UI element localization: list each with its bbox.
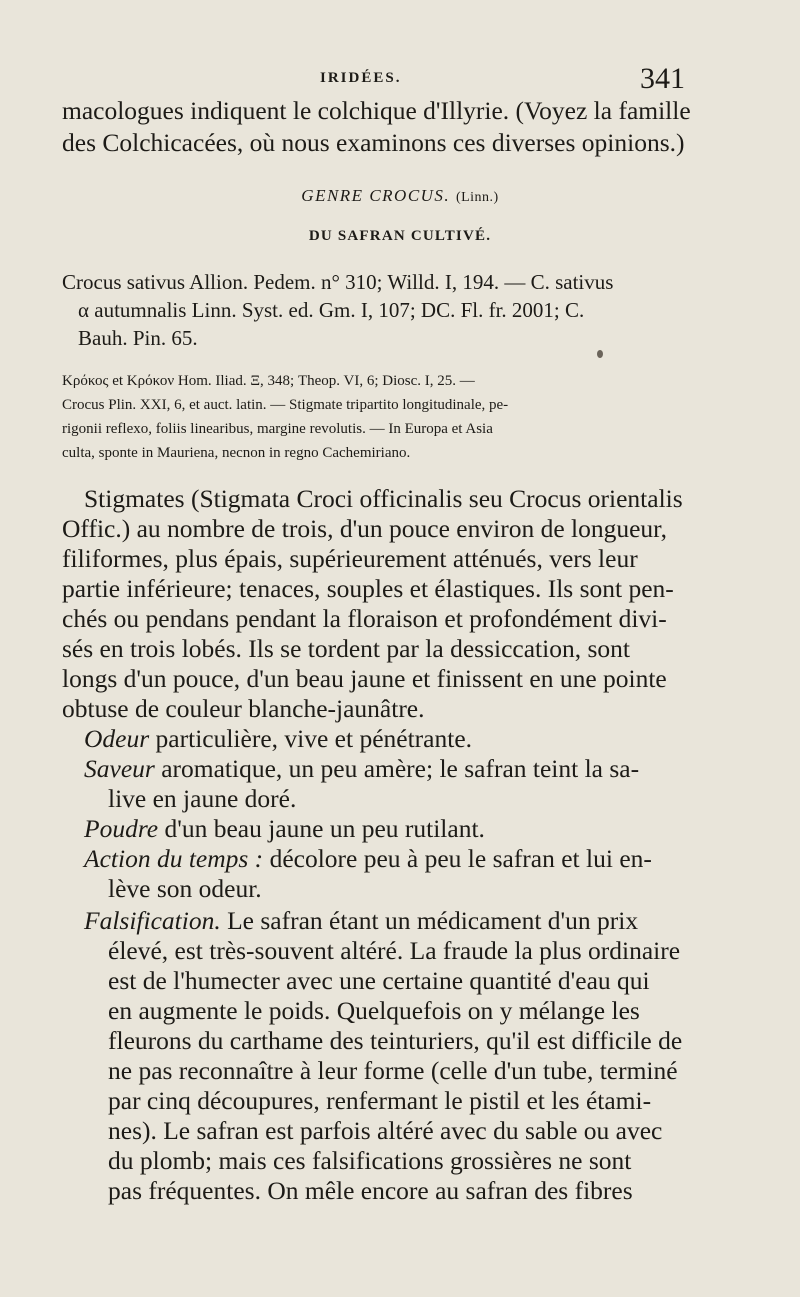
classical-line-1: Κρόκος et Κρόκον Hom. Iliad. Ξ, 348; Theop. VI, 6; Diosc. I, 25. — bbox=[62, 373, 475, 389]
saveur-line-2: live en jaune doré. bbox=[108, 784, 297, 813]
genus-authority: (Linn.) bbox=[455, 190, 499, 205]
description-line-7: longs d'un pouce, d'un beau jaune et finissent en une pointe bbox=[62, 664, 667, 693]
description-line-4: partie inférieure; tenaces, souples et élastiques. Ils sont pen- bbox=[62, 574, 674, 603]
falsification-line: du plomb; mais ces falsifications grossières ne sont bbox=[108, 1146, 632, 1175]
description-line-3: filiformes, plus épais, supérieurement atténués, vers leur bbox=[62, 544, 638, 573]
falsification-line: ne pas reconnaître à leur forme (celle d'un tube, terminé bbox=[108, 1056, 678, 1085]
classical-line-4: culta, sponte in Mauriena, necnon in regno Cachemiriano. bbox=[62, 445, 411, 461]
odeur-text: particulière, vive et pénétrante. bbox=[149, 724, 473, 753]
species-title: DU SAFRAN CULTIVÉ. bbox=[308, 228, 492, 244]
falsification-label: Falsification. bbox=[84, 906, 221, 935]
falsification-text: Le safran étant un médicament d'un prix bbox=[220, 906, 639, 935]
description-line-1: Stigmates (Stigmata Croci officinalis seu Crocus orientalis bbox=[84, 484, 683, 513]
page-header bbox=[0, 62, 800, 96]
poudre-label: Poudre bbox=[84, 814, 159, 843]
poudre-text: d'un beau jaune un peu rutilant. bbox=[158, 814, 485, 843]
description-line-5: chés ou pendans pendant la floraison et profondément divi- bbox=[62, 604, 667, 633]
odeur-label: Odeur bbox=[84, 724, 150, 753]
action-line-2: lève son odeur. bbox=[108, 874, 262, 903]
falsification-line: fleurons du carthame des teinturiers, qu'il est difficile de bbox=[108, 1026, 683, 1055]
genus-heading bbox=[0, 186, 800, 206]
falsification-entry bbox=[84, 906, 638, 936]
synonymy-line-2: α autumnalis Linn. Syst. ed. Gm. I, 107; DC. Fl. fr. 2001; C. bbox=[78, 298, 585, 322]
description-line-6: sés en trois lobés. Ils se tordent par la dessiccation, sont bbox=[62, 634, 630, 663]
saveur-entry bbox=[84, 754, 639, 784]
saveur-text: aromatique, un peu amère; le safran teint la sa- bbox=[154, 754, 640, 783]
genus-name: GENRE CROCUS. bbox=[301, 186, 451, 205]
action-label: Action du temps : bbox=[84, 844, 264, 873]
intro-line-1: macologues indiquent le colchique d'Illyrie. (Voyez la famille bbox=[62, 96, 691, 125]
falsification-line: nes). Le safran est parfois altéré avec du sable ou avec bbox=[108, 1116, 663, 1145]
action-entry bbox=[84, 844, 652, 874]
falsification-line: par cinq découpures, renfermant le pistil et les étami- bbox=[108, 1086, 652, 1115]
description-line-2: Offic.) au nombre de trois, d'un pouce environ de longueur, bbox=[62, 514, 668, 543]
saveur-label: Saveur bbox=[84, 754, 155, 783]
falsification-line: élevé, est très-souvent altéré. La fraude la plus ordinaire bbox=[108, 936, 681, 965]
falsification-line: est de l'humecter avec une certaine quantité d'eau qui bbox=[108, 966, 650, 995]
poudre-entry bbox=[84, 814, 485, 844]
ink-spot bbox=[597, 350, 603, 358]
classical-line-2: Crocus Plin. XXI, 6, et auct. latin. — Stigmate tripartito longitudinale, pe- bbox=[62, 397, 509, 413]
action-text: décolore peu à peu le safran et lui en- bbox=[263, 844, 652, 873]
intro-line-2: des Colchicacées, où nous examinons ces diverses opinions.) bbox=[62, 128, 685, 157]
falsification-line: en augmente le poids. Quelquefois on y mélange les bbox=[108, 996, 640, 1025]
odeur-entry bbox=[84, 724, 472, 754]
running-head: IRIDÉES. bbox=[320, 70, 402, 86]
falsification-line: pas fréquentes. On mêle encore au safran des fibres bbox=[108, 1176, 633, 1205]
classical-line-3: rigonii reflexo, foliis linearibus, margine revolutis. — In Europa et Asia bbox=[62, 421, 493, 437]
synonymy-line-3: Bauh. Pin. 65. bbox=[78, 326, 198, 350]
synonymy-line-1: Crocus sativus Allion. Pedem. n° 310; Willd. I, 194. — C. sativus bbox=[62, 270, 614, 294]
page-number: 341 bbox=[640, 62, 685, 95]
description-line-8: obtuse de couleur blanche-jaunâtre. bbox=[62, 694, 425, 723]
